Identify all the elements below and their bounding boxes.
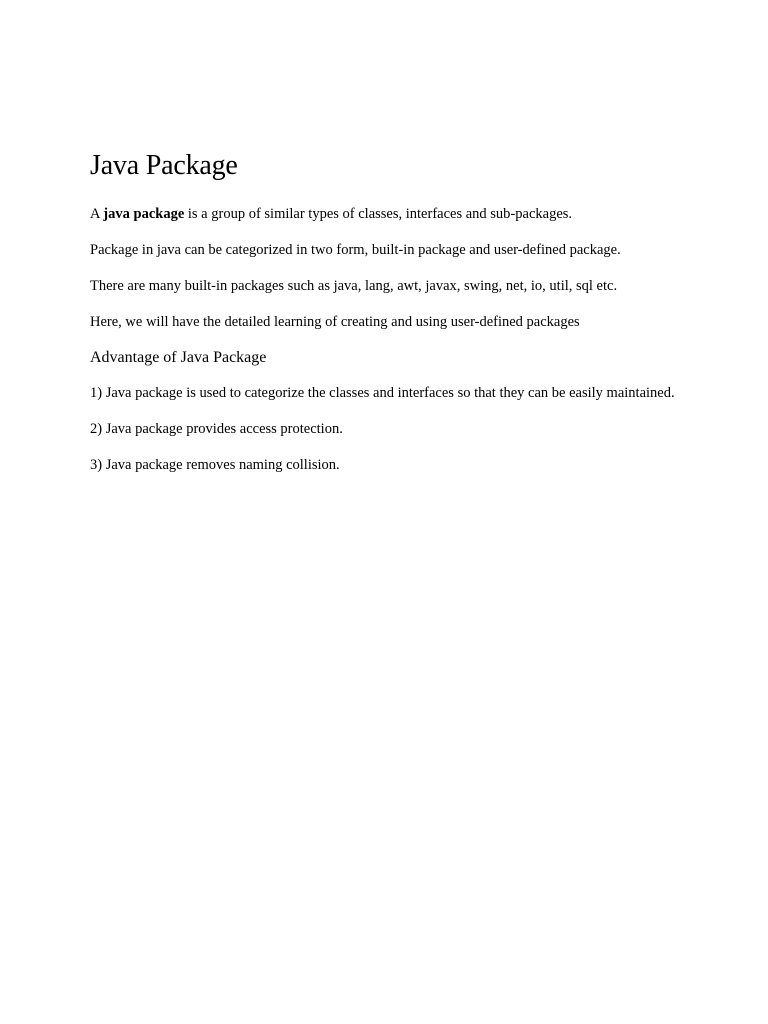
intro-suffix: is a group of similar types of classes, interfaces and sub-packages. bbox=[184, 206, 573, 222]
document-page bbox=[90, 148, 677, 474]
advantage-item-3: 3) Java package removes naming collision. bbox=[90, 457, 340, 473]
intro-bold-term: java package bbox=[103, 206, 185, 222]
intro-paragraph bbox=[90, 206, 677, 223]
page-title: Java Package bbox=[90, 150, 238, 181]
paragraph-user-defined: Here, we will have the detailed learning of creating and using user-defined packages bbox=[90, 314, 580, 330]
paragraph-categories: Package in java can be categorized in two form, built-in package and user-defined package. bbox=[90, 242, 621, 258]
advantages-heading: Advantage of Java Package bbox=[90, 349, 267, 366]
advantage-item-2: 2) Java package provides access protection. bbox=[90, 421, 343, 437]
advantage-item-1: 1) Java package is used to categorize the classes and interfaces so that they can be easily maintained. bbox=[90, 385, 675, 401]
intro-prefix: A bbox=[90, 206, 104, 222]
paragraph-builtin-packages: There are many built-in packages such as java, lang, awt, javax, swing, net, io, util, sql etc. bbox=[90, 278, 618, 294]
